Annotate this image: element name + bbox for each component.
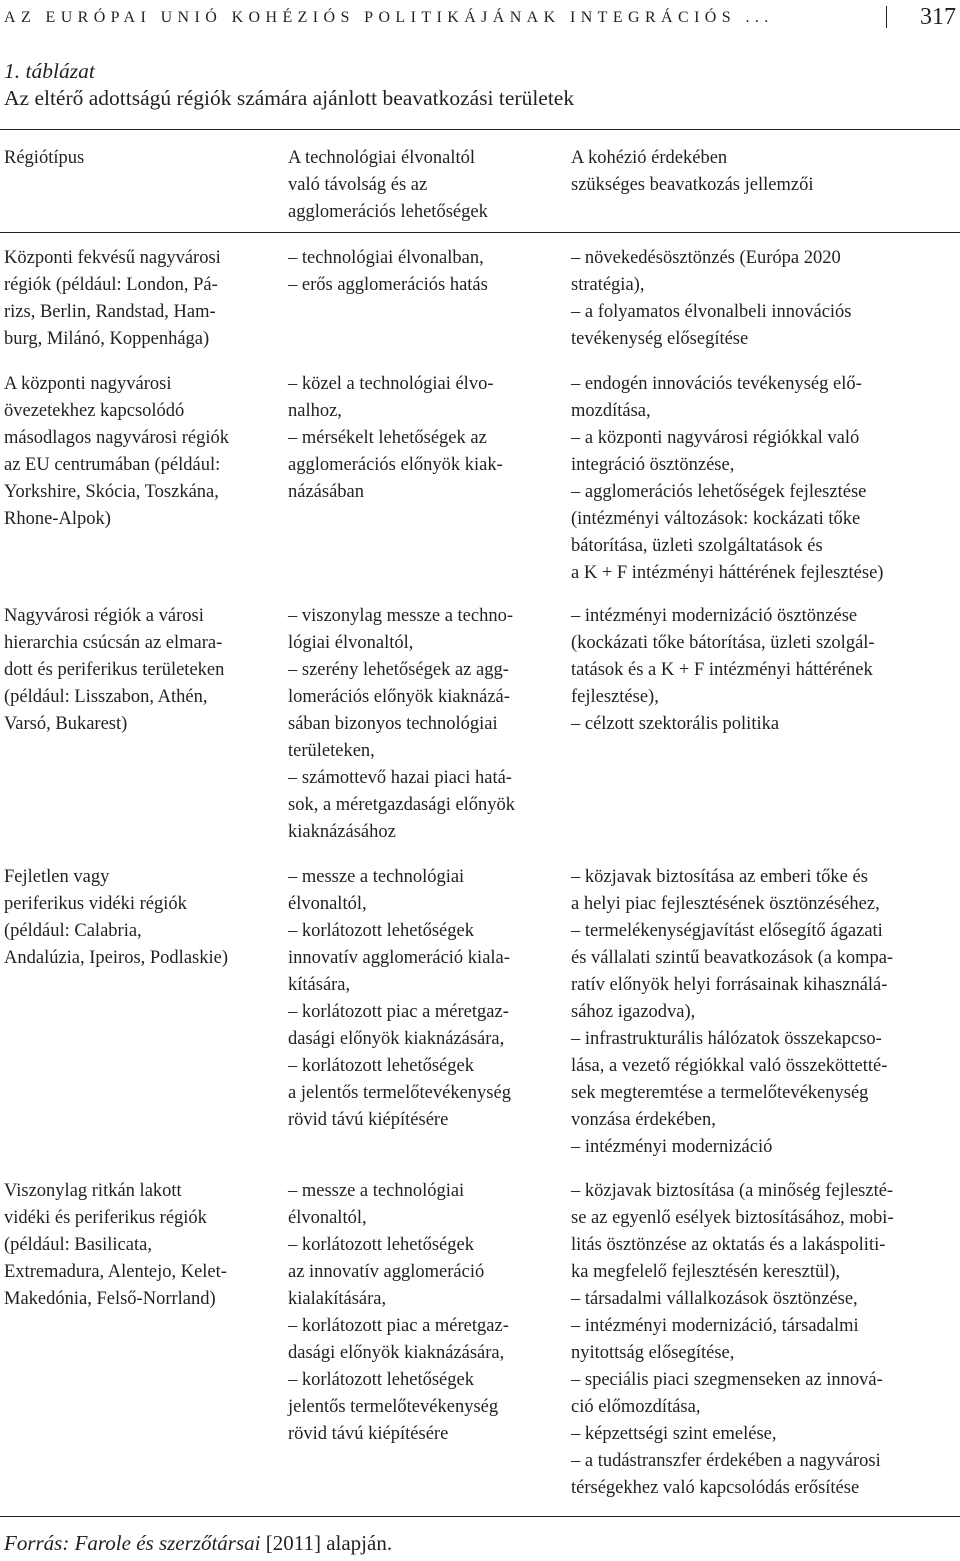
table-label: 1. táblázat: [4, 59, 95, 83]
cell-line: litás ösztönzése az oktatás és a lakáspoliti-: [571, 1235, 886, 1255]
cell-line: való távolság és az: [288, 175, 428, 195]
table-cell: [571, 371, 883, 587]
cell-line: (például: Lisszabon, Athén,: [4, 687, 208, 707]
cell-line: A technológiai élvonaltól: [288, 148, 476, 168]
cell-line: – termelékenységjavítást elősegítő ágazati: [571, 921, 883, 941]
cell-line: A kohézió érdekében: [571, 148, 728, 168]
cell-line: – viszonylag messze a techno-: [288, 606, 514, 626]
cell-line: kialakítására,: [288, 1289, 387, 1309]
table-cell: [4, 1178, 227, 1313]
running-title: AZ EURÓPAI UNIÓ KOHÉZIÓS POLITIKÁJÁNAK INTEGRÁCIÓS ...: [4, 9, 774, 26]
cell-line: – közel a technológiai élvo-: [288, 374, 494, 394]
cell-line: názásában: [288, 482, 365, 502]
cell-line: hierarchia csúcsán az elmara-: [4, 633, 223, 653]
cell-line: – technológiai élvonalban,: [288, 248, 484, 268]
cell-line: tatások és a K + F intézményi háttérének: [571, 660, 873, 680]
cell-line: régiók (például: London, Pá-: [4, 275, 218, 295]
cell-line: lomerációs előnyök kiaknázá-: [288, 687, 510, 707]
table-cell: [571, 1178, 894, 1502]
cell-line: ratív előnyök helyi forrásainak kihasználá-: [571, 975, 888, 995]
cell-line: rövid távú kiépítésére: [288, 1110, 449, 1130]
table-top-rule: [0, 129, 960, 130]
cell-line: – célzott szektorális politika: [571, 714, 780, 734]
cell-line: periferikus vidéki régiók: [4, 894, 187, 914]
table-cell: [571, 245, 852, 353]
cell-line: jelentős termelőtevékenység: [288, 1397, 499, 1417]
table-cell: [4, 371, 229, 533]
cell-line: Fejletlen vagy: [4, 867, 110, 887]
cell-line: agglomerációs előnyök kiak-: [288, 455, 503, 475]
cell-line: Andalúzia, Ipeiros, Podlaskie): [4, 948, 228, 968]
cell-line: – a tudástranszfer érdekében a nagyvárosi: [571, 1451, 881, 1471]
table-cell: [4, 603, 224, 738]
cell-line: tevékenység elősegítése: [571, 329, 749, 349]
header-rule: [0, 232, 960, 233]
cell-line: – messze a technológiai: [288, 867, 465, 887]
table-caption: [4, 58, 574, 112]
cell-line: ció előmozdítása,: [571, 1397, 701, 1417]
cell-line: (például: Calabria,: [4, 921, 142, 941]
cell-line: – közjavak biztosítása az emberi tőke és: [571, 867, 868, 887]
cell-line: burg, Milánó, Koppenhága): [4, 329, 210, 349]
cell-line: – speciális piaci szegmenseken az innová-: [571, 1370, 883, 1390]
cell-line: vidéki és periferikus régiók: [4, 1208, 207, 1228]
source-note-author: Forrás: Farole és szerzőtársai: [4, 1531, 261, 1555]
cell-line: – erős agglomerációs hatás: [288, 275, 488, 295]
running-head-divider: [886, 6, 887, 28]
running-head: [4, 6, 956, 36]
cell-line: – messze a technológiai: [288, 1181, 465, 1201]
cell-line: az innovatív agglomeráció: [288, 1262, 485, 1282]
cell-line: Régiótípus: [4, 148, 85, 168]
table-bottom-rule: [0, 1516, 960, 1517]
cell-line: sához igazodva),: [571, 1002, 696, 1022]
cell-line: – a központi nagyvárosi régiókkal való: [571, 428, 860, 448]
cell-line: sában bizonyos technológiai: [288, 714, 498, 734]
cell-line: – intézményi modernizáció ösztönzése: [571, 606, 858, 626]
cell-line: – agglomerációs lehetőségek fejlesztése: [571, 482, 867, 502]
table-cell: [288, 864, 511, 1134]
cell-line: kiaknázásához: [288, 822, 396, 842]
column-header: [288, 145, 488, 226]
cell-line: térségekhez való kapcsolódás erősítése: [571, 1478, 860, 1498]
cell-line: – közjavak biztosítása (a minőség fejleszté-: [571, 1181, 894, 1201]
cell-line: nyitottság elősegítése,: [571, 1343, 735, 1363]
cell-line: – intézményi modernizáció, társadalmi: [571, 1316, 859, 1336]
cell-line: Yorkshire, Skócia, Toszkána,: [4, 482, 219, 502]
cell-line: – szerény lehetőségek az agg-: [288, 660, 509, 680]
cell-line: lása, a vezető régiókkal való összeköttetté-: [571, 1056, 888, 1076]
cell-line: agglomerációs lehetőségek: [288, 202, 488, 222]
cell-line: – korlátozott lehetőségek: [288, 1235, 474, 1255]
cell-line: kítására,: [288, 975, 351, 995]
table-cell: [4, 864, 228, 972]
cell-line: innovatív agglomeráció kiala-: [288, 948, 510, 968]
cell-line: a jelentős termelőtevékenység: [288, 1083, 511, 1103]
cell-line: – endogén innovációs tevékenység elő-: [571, 374, 862, 394]
cell-line: és vállalati szintű beavatkozások (a kompa-: [571, 948, 894, 968]
cell-line: dott és periferikus területeken: [4, 660, 225, 680]
table-cell: [288, 371, 503, 506]
cell-line: másodlagos nagyvárosi régiók: [4, 428, 230, 448]
page-number: 317: [920, 4, 956, 30]
cell-line: – korlátozott lehetőségek: [288, 1370, 474, 1390]
cell-line: Varsó, Bukarest): [4, 714, 128, 734]
table-cell: [571, 603, 875, 738]
cell-line: – a folyamatos élvonalbeli innovációs: [571, 302, 852, 322]
source-note: [4, 1530, 392, 1557]
table-cell: [288, 245, 488, 299]
cell-line: – korlátozott piac a méretgaz-: [288, 1002, 509, 1022]
table-cell: [288, 603, 515, 846]
cell-line: vonzása érdekében,: [571, 1110, 716, 1130]
cell-line: sek megteremtése a termelőtevékenység: [571, 1083, 869, 1103]
cell-line: integráció ösztönzése,: [571, 455, 735, 475]
cell-line: mozdítása,: [571, 401, 651, 421]
cell-line: Rhone-Alpok): [4, 509, 111, 529]
cell-line: – növekedésösztönzés (Európa 2020: [571, 248, 841, 268]
cell-line: Extremadura, Alentejo, Kelet-: [4, 1262, 227, 1282]
cell-line: sok, a méretgazdasági előnyök: [288, 795, 516, 815]
table-cell: [571, 864, 893, 1161]
cell-line: az EU centrumában (például:: [4, 455, 221, 475]
cell-line: a K + F intézményi háttérének fejlesztése): [571, 563, 884, 583]
cell-line: – korlátozott piac a méretgaz-: [288, 1316, 509, 1336]
cell-line: fejlesztése),: [571, 687, 659, 707]
column-header: [4, 145, 84, 172]
cell-line: – intézményi modernizáció: [571, 1137, 773, 1157]
cell-line: rövid távú kiépítésére: [288, 1424, 449, 1444]
column-header: [571, 145, 813, 199]
cell-line: (például: Basilicata,: [4, 1235, 152, 1255]
cell-line: A központi nagyvárosi: [4, 374, 172, 394]
cell-line: területeken,: [288, 741, 375, 761]
cell-line: – korlátozott lehetőségek: [288, 921, 474, 941]
cell-line: a helyi piac fejlesztésének ösztönzéséhez,: [571, 894, 880, 914]
cell-line: övezetekhez kapcsolódó: [4, 401, 185, 421]
cell-line: – infrastrukturális hálózatok összekapcso-: [571, 1029, 882, 1049]
cell-line: élvonaltól,: [288, 894, 367, 914]
cell-line: dasági előnyök kiaknázására,: [288, 1343, 505, 1363]
cell-line: szükséges beavatkozás jellemzői: [571, 175, 814, 195]
cell-line: – számottevő hazai piaci hatá-: [288, 768, 512, 788]
source-note-rest: [2011] alapján.: [260, 1531, 393, 1555]
cell-line: (intézményi változások: kockázati tőke: [571, 509, 861, 529]
cell-line: rizs, Berlin, Randstad, Ham-: [4, 302, 216, 322]
cell-line: ka megfelelő fejlesztésén keresztül),: [571, 1262, 841, 1282]
cell-line: bátorítása, üzleti szolgáltatások és: [571, 536, 823, 556]
cell-line: – társadalmi vállalkozások ösztönzése,: [571, 1289, 858, 1309]
table-cell: [288, 1178, 509, 1448]
table-title: Az eltérő adottságú régiók számára ajánlott beavatkozási területek: [4, 86, 575, 110]
cell-line: dasági előnyök kiaknázására,: [288, 1029, 505, 1049]
cell-line: Központi fekvésű nagyvárosi: [4, 248, 221, 268]
cell-line: nalhoz,: [288, 401, 342, 421]
cell-line: – képzettségi szint emelése,: [571, 1424, 777, 1444]
table-cell: [4, 245, 221, 353]
cell-line: Viszonylag ritkán lakott: [4, 1181, 182, 1201]
cell-line: Makedónia, Felső-Norrland): [4, 1289, 216, 1309]
cell-line: élvonaltól,: [288, 1208, 367, 1228]
cell-line: stratégia),: [571, 275, 645, 295]
cell-line: lógiai élvonaltól,: [288, 633, 414, 653]
cell-line: se az egyenlő esélyek biztosításához, mobi-: [571, 1208, 894, 1228]
cell-line: – korlátozott lehetőségek: [288, 1056, 474, 1076]
cell-line: (kockázati tőke bátorítása, üzleti szolgál-: [571, 633, 875, 653]
cell-line: Nagyvárosi régiók a városi: [4, 606, 204, 626]
cell-line: – mérsékelt lehetőségek az: [288, 428, 487, 448]
